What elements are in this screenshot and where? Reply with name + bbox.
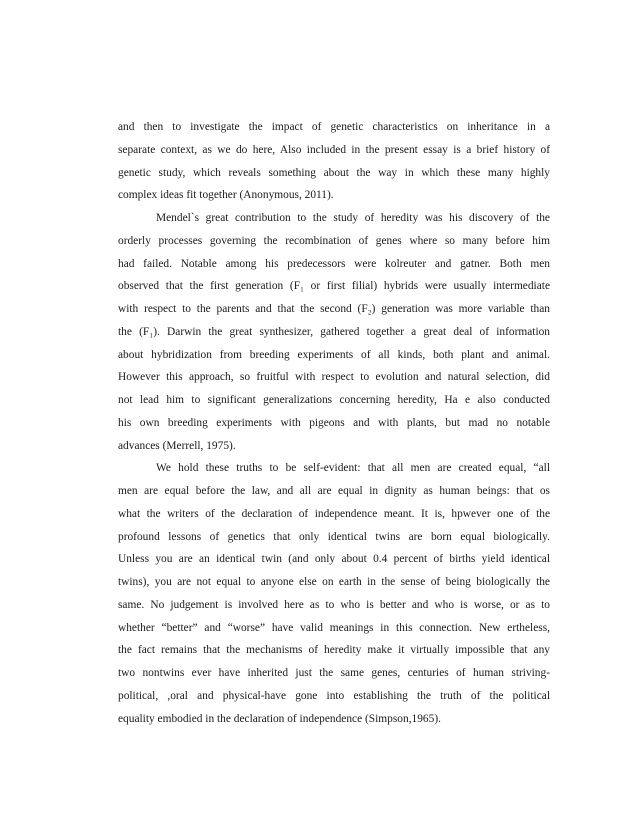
text-line: men are equal before the law, and all are equal in dignity as human beings: that os (118, 485, 550, 497)
text-line: his own breeding experiments with pigeons and with plants, but mad no notable (118, 416, 550, 429)
text-line: equality embodied in the declaration of independence (Simpson,1965). (118, 712, 441, 725)
text-line: genetic study, which reveals something about the way in which these many highly (118, 166, 550, 179)
text-line: separate context, as we do here, Also included in the present essay is a brief history of (118, 143, 550, 156)
text-line: with respect to the parents and that the second (F₂) generation was more variable than (118, 303, 550, 315)
text-line: advances (Merrell, 1975). (118, 439, 236, 452)
text-line: not lead him to significant generalizations concerning heredity, Ha e also conducted (118, 394, 550, 406)
text-line: political, ,oral and physical-have gone into establishing the truth of the political (118, 689, 550, 702)
body-text (118, 116, 550, 730)
text-line: Unless you are an identical twin (and only about 0.4 percent of births yield identical (118, 553, 550, 566)
text-line: profound lessons of genetics that only identical twins are born equal biologically. (118, 530, 550, 543)
text-line: twins), you are not equal to anyone else on earth in the sense of being biologically the (118, 576, 550, 588)
text-line: complex ideas fit together (Anonymous, 2011). (118, 189, 334, 202)
text-line: about hybridization from breeding experiments of all kinds, both plant and animal. (118, 348, 550, 361)
text-line: whether “better” and “worse” have valid meanings in this connection. New ertheless, (118, 621, 550, 634)
text-line: had failed. Notable among his predecessors were kolreuter and gatner. Both men (118, 257, 550, 270)
text-line: two nontwins ever have inherited just the same genes, centuries of human striving- (118, 667, 550, 679)
text-line: what the writers of the declaration of independence meant. It is, hpwever one of the (118, 507, 550, 520)
text-line: observed that the first generation (F₁ or first filial) hybrids were usually intermediate (118, 280, 550, 293)
text-line: the (F₁). Darwin the great synthesizer, gathered together a great deal of information (118, 325, 550, 338)
text-line: and then to investigate the impact of genetic characteristics on inheritance in a (118, 121, 550, 133)
text-line: orderly processes governing the recombination of genes where so many before him (118, 234, 550, 247)
paragraph-first-line: We hold these truths to be self-evident: that all men are created equal, “all (156, 462, 550, 475)
text-line: However this approach, so fruitful with respect to evolution and natural selection, did (118, 371, 550, 384)
text-line: same. No judgement is involved here as to who is better and who is worse, or as to (118, 598, 550, 611)
paragraph-first-line: Mendel`s great contribution to the study of heredity was his discovery of the (156, 212, 550, 224)
text-line: the fact remains that the mechanisms of heredity make it virtually impossible that any (118, 644, 550, 657)
